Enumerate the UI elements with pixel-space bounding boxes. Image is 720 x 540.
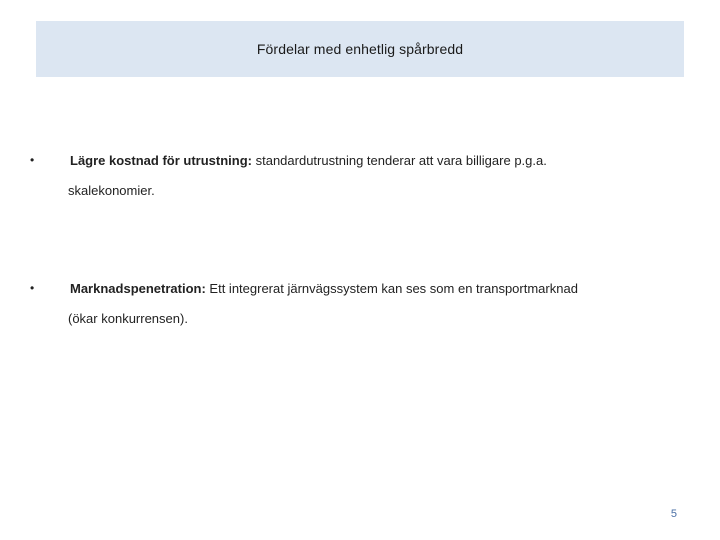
page-number: 5 [670, 508, 677, 520]
bullet-label: Lägre kostnad för utrustning: [70, 153, 252, 168]
bullet-continuation: skalekonomier. [68, 183, 155, 198]
bullet-text: Ett integrerat järnvägssystem kan ses som en transportmarknad [205, 281, 578, 296]
slide-title: Fördelar med enhetlig spårbredd [256, 41, 464, 57]
bullet-marker: • [30, 153, 35, 167]
bullet-marker: • [30, 281, 35, 295]
bullet-first-line [70, 281, 578, 296]
title-bar [36, 21, 684, 77]
bullet-text: standardutrustning tenderar att vara billigare p.g.a. [252, 153, 547, 168]
bullet-label: Marknadspenetration: [70, 281, 206, 296]
bullet-first-line [70, 153, 547, 168]
bullet-continuation: (ökar konkurrensen). [68, 311, 188, 326]
